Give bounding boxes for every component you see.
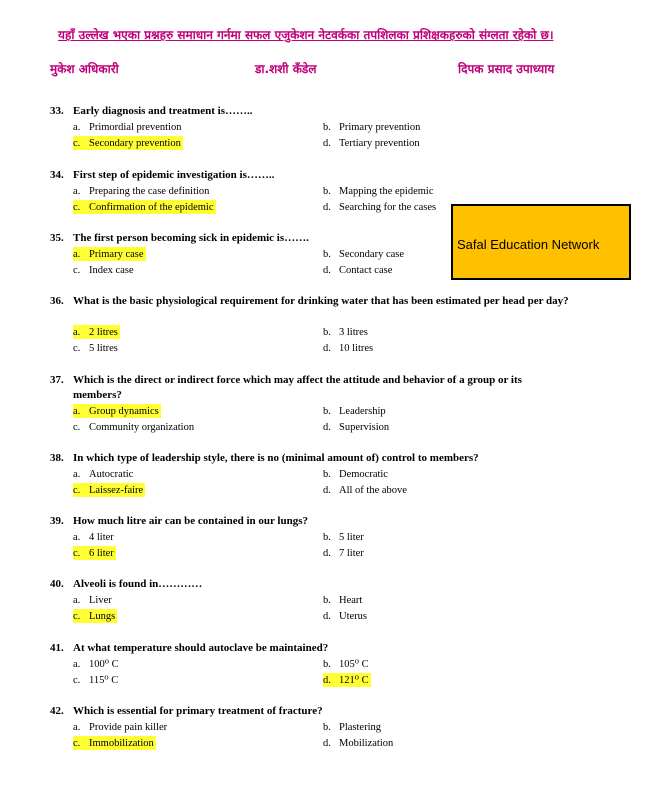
option-text: Secondary prevention (89, 138, 181, 149)
header-title: यहाँ उल्लेख भएका प्रश्नहरु समाधान गर्नमा सफल एजुकेशन नेटवर्कका तपशिलका प्रशिक्षकहरुको संग्लता रहेको छ। (58, 28, 554, 42)
option-text: Leadership (339, 406, 386, 417)
option-text: Lungs (89, 611, 116, 622)
option-text: Heart (339, 595, 363, 606)
question-text: In which type of leadership style, there is no (minimal amount of) control to members? (73, 452, 479, 464)
option-text: Supervision (339, 422, 390, 433)
option-text: Plastering (339, 722, 381, 733)
brand-box (451, 204, 631, 280)
option-text: Primary case (89, 249, 144, 260)
option-d (323, 200, 438, 214)
option-letter: d. (323, 422, 331, 433)
option-letter: c. (73, 738, 81, 749)
option-b (323, 467, 390, 481)
option-text: 5 liter (339, 532, 364, 543)
question-text: First step of epidemic investigation is…….. (73, 169, 275, 181)
option-letter: b. (323, 722, 331, 733)
option-text: 7 liter (339, 548, 364, 559)
option-letter: a. (73, 595, 81, 606)
option-c (73, 263, 136, 277)
question-text: At what temperature should autoclave be maintained? (73, 642, 329, 654)
option-letter: b. (323, 122, 331, 133)
option-d (323, 263, 394, 277)
question-number: 40. (50, 578, 64, 590)
option-letter: d. (323, 611, 331, 622)
option-c-correct (73, 736, 156, 750)
option-text: Uterus (339, 611, 367, 622)
question-6 (50, 514, 570, 529)
option-letter: b. (323, 327, 331, 338)
question-text: What is the basic physiological requirement for drinking water that has been estimated per head per day? (73, 295, 569, 307)
option-b (323, 120, 422, 134)
option-text: 115⁰ C (89, 675, 119, 686)
option-text: Laissez-faire (89, 485, 144, 496)
question-number: 39. (50, 515, 64, 527)
option-b (323, 325, 370, 339)
option-letter: a. (73, 659, 81, 670)
question-number: 36. (50, 295, 64, 307)
option-letter: c. (73, 343, 81, 354)
question-4 (50, 373, 570, 403)
option-text: Democratic (339, 469, 388, 480)
author-3: दिपक प्रसाद उपाध्याय (458, 62, 555, 76)
option-c-correct (73, 483, 145, 497)
brand-name: Safal Education Network (457, 237, 600, 252)
option-letter: d. (323, 138, 331, 149)
option-c-correct (73, 609, 117, 623)
question-number: 33. (50, 105, 64, 117)
question-number: 35. (50, 232, 64, 244)
option-letter: a. (73, 469, 81, 480)
option-d-correct (323, 673, 371, 687)
option-text: Immobilization (89, 738, 154, 749)
option-letter: d. (323, 202, 331, 213)
option-text: 10 litres (339, 343, 374, 354)
option-letter: a. (73, 327, 81, 338)
option-letter: c. (73, 485, 81, 496)
author-2: डा.शशी कँडेल (255, 62, 317, 76)
question-text: How much litre air can be contained in our lungs? (73, 515, 308, 527)
question-number: 42. (50, 705, 64, 717)
option-a (73, 530, 116, 544)
question-number: 34. (50, 169, 64, 181)
question-text: Early diagnosis and treatment is…….. (73, 105, 253, 117)
question-0 (50, 104, 570, 119)
question-5 (50, 451, 570, 466)
question-text: Alveoli is found in………… (73, 578, 203, 590)
option-text: 121⁰ C (339, 675, 369, 686)
option-d (323, 546, 366, 560)
option-b (323, 657, 371, 671)
option-a (73, 593, 114, 607)
option-text: 3 litres (339, 327, 368, 338)
option-text: 2 litres (89, 327, 118, 338)
option-letter: b. (323, 406, 331, 417)
option-text: Group dynamics (89, 406, 159, 417)
option-text: Contact case (339, 265, 393, 276)
option-a-correct (73, 404, 161, 418)
option-letter: c. (73, 265, 81, 276)
option-a (73, 184, 211, 198)
question-text: Which is the direct or indirect force which may affect the attitude and behavior of a group or its members? (73, 374, 522, 401)
option-c-correct (73, 546, 116, 560)
option-text: Autocratic (89, 469, 134, 480)
option-text: Primary prevention (339, 122, 421, 133)
question-number: 37. (50, 374, 64, 386)
option-text: 5 litres (89, 343, 118, 354)
option-b (323, 247, 406, 261)
option-c-correct (73, 200, 216, 214)
option-letter: b. (323, 659, 331, 670)
option-letter: d. (323, 548, 331, 559)
question-3 (50, 294, 570, 309)
option-letter: a. (73, 186, 81, 197)
option-text: Tertiary prevention (339, 138, 420, 149)
option-d (323, 420, 391, 434)
option-text: 100⁰ C (89, 659, 119, 670)
option-letter: c. (73, 611, 81, 622)
option-a (73, 120, 183, 134)
option-text: Community organization (89, 422, 195, 433)
option-d (323, 609, 369, 623)
option-d (323, 341, 375, 355)
option-c (73, 420, 196, 434)
question-1 (50, 168, 570, 183)
option-text: Mobilization (339, 738, 394, 749)
option-c (73, 341, 120, 355)
option-letter: d. (323, 265, 331, 276)
option-letter: b. (323, 595, 331, 606)
option-a-correct (73, 325, 120, 339)
option-letter: d. (323, 675, 331, 686)
option-a-correct (73, 247, 146, 261)
question-text: The first person becoming sick in epidemic is……. (73, 232, 309, 244)
option-text: Provide pain killer (89, 722, 168, 733)
question-7 (50, 577, 570, 592)
option-b (323, 530, 366, 544)
option-d (323, 483, 409, 497)
option-b (323, 593, 364, 607)
option-text: 6 liter (89, 548, 114, 559)
option-letter: d. (323, 738, 331, 749)
option-a (73, 720, 169, 734)
option-text: 105⁰ C (339, 659, 369, 670)
option-text: Index case (89, 265, 134, 276)
option-b (323, 404, 388, 418)
option-letter: a. (73, 722, 81, 733)
question-9 (50, 704, 570, 719)
option-text: Preparing the case definition (89, 186, 210, 197)
option-letter: a. (73, 532, 81, 543)
option-c (73, 673, 120, 687)
option-b (323, 720, 383, 734)
option-text: Secondary case (339, 249, 405, 260)
option-c-correct (73, 136, 183, 150)
option-letter: d. (323, 485, 331, 496)
option-text: Searching for the cases (339, 202, 437, 213)
option-letter: c. (73, 202, 81, 213)
option-letter: b. (323, 532, 331, 543)
option-text: Primordial prevention (89, 122, 182, 133)
option-letter: b. (323, 469, 331, 480)
option-letter: d. (323, 343, 331, 354)
option-letter: a. (73, 122, 81, 133)
question-8 (50, 641, 570, 656)
option-letter: a. (73, 406, 81, 417)
option-text: 4 liter (89, 532, 114, 543)
option-letter: c. (73, 422, 81, 433)
option-d (323, 136, 422, 150)
option-text: Liver (89, 595, 112, 606)
option-letter: c. (73, 138, 81, 149)
option-text: Confirmation of the epidemic (89, 202, 214, 213)
question-number: 41. (50, 642, 64, 654)
option-letter: c. (73, 548, 81, 559)
option-a (73, 467, 135, 481)
option-text: All of the above (339, 485, 407, 496)
question-text: Which is essential for primary treatment of fracture? (73, 705, 323, 717)
option-d (323, 736, 395, 750)
option-a (73, 657, 121, 671)
option-letter: b. (323, 186, 331, 197)
option-text: Mapping the epidemic (339, 186, 434, 197)
option-letter: c. (73, 675, 81, 686)
question-number: 38. (50, 452, 64, 464)
option-letter: b. (323, 249, 331, 260)
author-1: मुकेश अधिकारी (50, 62, 119, 76)
option-letter: a. (73, 249, 81, 260)
option-b (323, 184, 435, 198)
